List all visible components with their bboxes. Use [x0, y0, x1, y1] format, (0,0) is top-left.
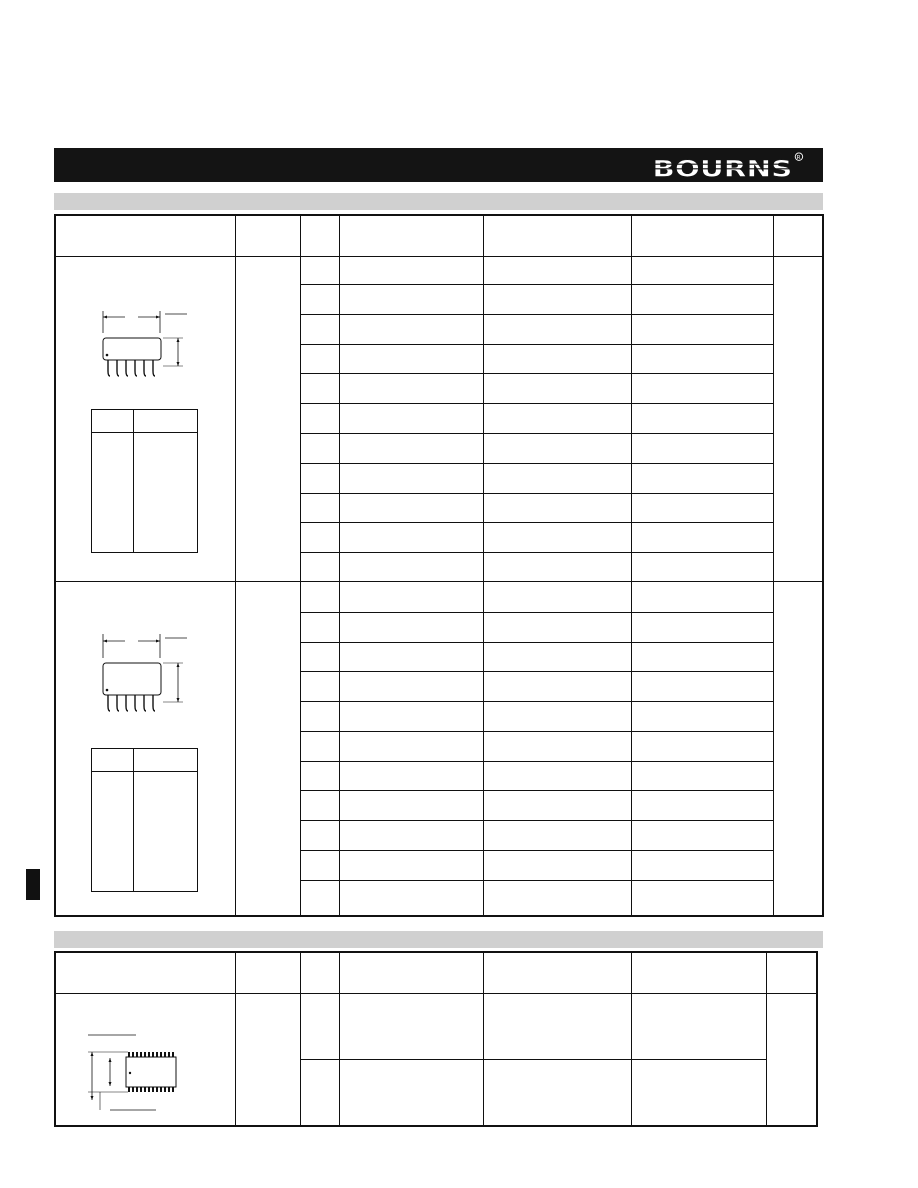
page-side-tab: [26, 869, 40, 900]
logo-wordmark: BOURNS: [652, 156, 793, 180]
soic-package-drawing: [84, 1030, 194, 1115]
pin-inset-table-1: [91, 409, 198, 553]
bourns-logo: [643, 152, 813, 180]
section-band-upper: [54, 193, 823, 210]
sip-package-drawing-2: [95, 630, 195, 715]
section-band-lower: [54, 931, 823, 948]
registered-mark-icon: R: [796, 155, 801, 161]
sip-package-drawing-1: [95, 305, 195, 380]
pin-inset-table-2: [91, 748, 198, 892]
header-bar: [54, 148, 823, 182]
